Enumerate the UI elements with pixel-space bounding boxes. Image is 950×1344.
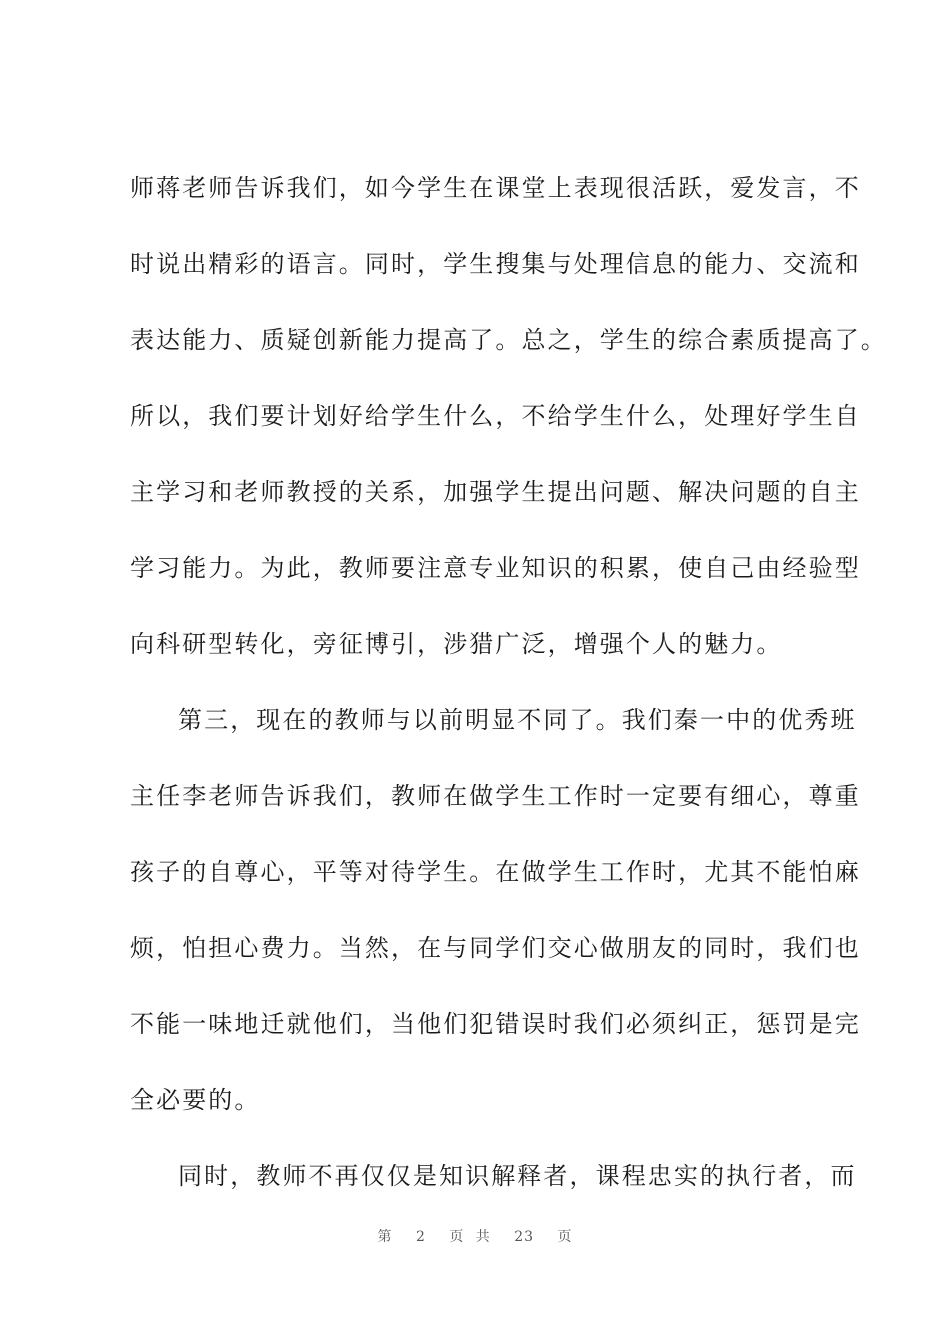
text-line: 主任李老师告诉我们，教师在做学生工作时一定要有细心，尊重 [130,782,861,810]
text-line: 向科研型转化，旁征博引，涉猎广泛，增强个人的魅力。 [130,630,783,658]
footer-prefix: 第 [377,1229,393,1245]
paragraph-start-line: 同时，教师不再仅仅是知识解释者，课程忠实的执行者，而 [178,1162,857,1190]
footer-current-page: 2 [415,1229,426,1245]
page-footer [0,1226,950,1246]
text-line: 师蒋老师告诉我们，如今学生在课堂上表现很活跃，爱发言，不 [130,174,861,202]
text-line: 烦，怕担心费力。当然，在与同学们交心做朋友的同时，我们也 [130,934,861,962]
text-line: 不能一味地迁就他们，当他们犯错误时我们必须纠正，惩罚是完 [130,1010,861,1038]
text-line: 学习能力。为此，教师要注意专业知识的积累，使自己由经验型 [130,554,861,582]
footer-suffix: 页 [557,1229,573,1245]
paragraph-start-line: 第三，现在的教师与以前明显不同了。我们秦一中的优秀班 [178,706,857,734]
text-line: 孩子的自尊心，平等对待学生。在做学生工作时，尤其不能怕麻 [130,858,861,886]
text-line: 全必要的。 [130,1086,261,1114]
footer-middle: 页 共 [449,1229,491,1245]
text-line: 表达能力、质疑创新能力提高了。总之，学生的综合素质提高了。 [130,326,887,354]
text-line: 主学习和老师教授的关系，加强学生提出问题、解决问题的自主 [130,478,861,506]
footer-total-pages: 23 [514,1229,535,1245]
text-line: 所以，我们要计划好给学生什么，不给学生什么，处理好学生自 [130,402,861,430]
text-line: 时说出精彩的语言。同时，学生搜集与处理信息的能力、交流和 [130,250,861,278]
body-text [130,162,887,1226]
